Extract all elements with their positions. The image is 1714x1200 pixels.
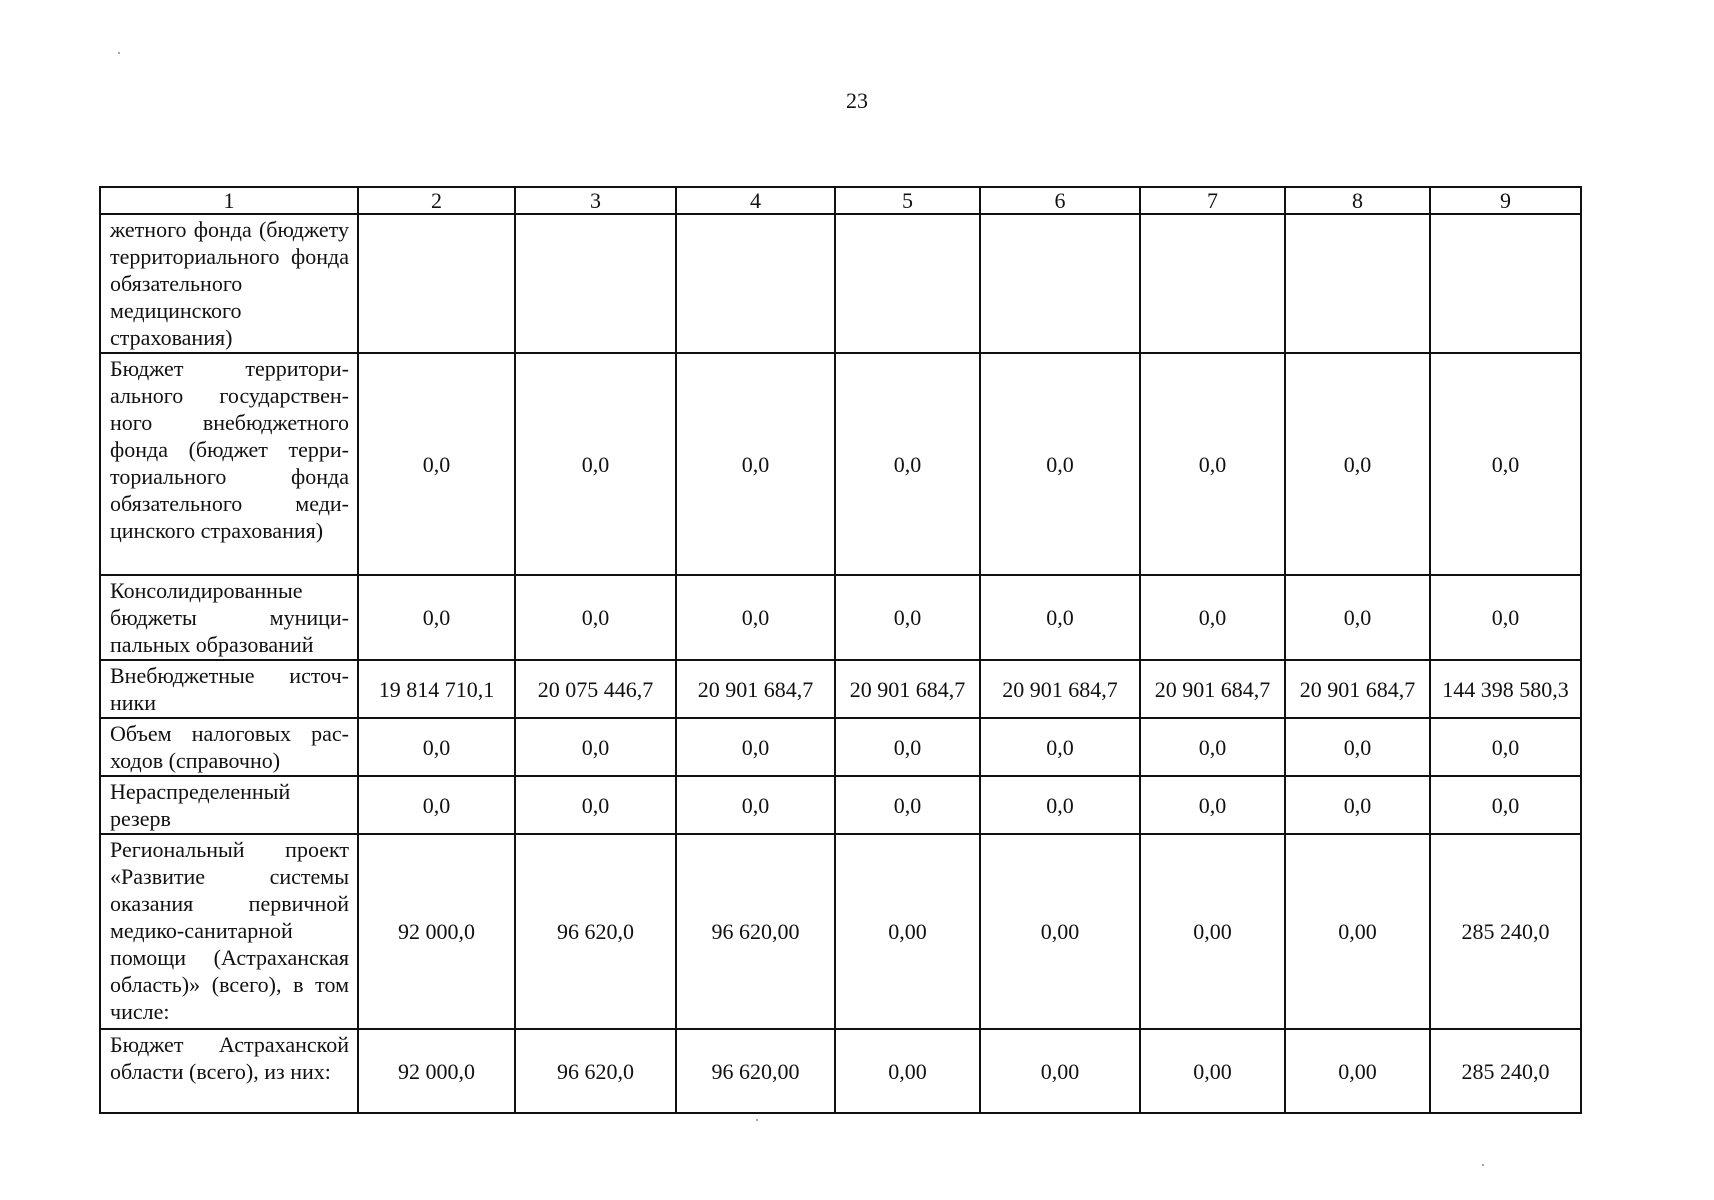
table-cell: 0,0 xyxy=(515,718,676,776)
table-cell: 96 620,00 xyxy=(676,834,835,1029)
row-label: Консолидированные бюджеты муниципальных образований xyxy=(100,575,358,660)
table-cell: 0,0 xyxy=(515,353,676,575)
row-label: Нераспределенный резерв xyxy=(100,776,358,834)
table-cell: 20 901 684,7 xyxy=(835,660,980,718)
table-cell: 0,0 xyxy=(1285,353,1430,575)
row-label: Бюджет территориального государственного внебюджетного фонда (бюджет территориального фонда обязательного медицинского страхования) xyxy=(100,353,358,575)
table-cell: 0,0 xyxy=(1430,776,1581,834)
column-header: 7 xyxy=(1140,187,1285,214)
table-cell: 0,00 xyxy=(1140,834,1285,1029)
table-row xyxy=(100,575,1581,660)
table-row xyxy=(100,834,1581,1029)
table-cell xyxy=(1140,214,1285,353)
table-cell: 285 240,0 xyxy=(1430,834,1581,1029)
table-cell: 0,0 xyxy=(1140,718,1285,776)
table-cell: 0,0 xyxy=(358,575,515,660)
table-cell: 0,0 xyxy=(980,718,1140,776)
table-cell: 0,0 xyxy=(1285,776,1430,834)
table-cell: 0,00 xyxy=(980,834,1140,1029)
table-cell: 20 901 684,7 xyxy=(1140,660,1285,718)
table-cell: 0,0 xyxy=(980,353,1140,575)
table-cell: 0,00 xyxy=(835,834,980,1029)
scan-speck xyxy=(118,52,120,54)
row-label: Внебюджетные источники xyxy=(100,660,358,718)
table-cell: 0,00 xyxy=(1285,1029,1430,1113)
table-row xyxy=(100,214,1581,353)
table-cell: 92 000,0 xyxy=(358,1029,515,1113)
table-cell: 96 620,00 xyxy=(676,1029,835,1113)
table-cell xyxy=(676,214,835,353)
scan-speck xyxy=(756,1119,758,1121)
table-cell: 0,0 xyxy=(1430,575,1581,660)
row-label: Бюджет Астраханской области (всего), из них: xyxy=(100,1029,358,1113)
table-cell xyxy=(1285,214,1430,353)
table-cell xyxy=(358,214,515,353)
table-cell: 0,0 xyxy=(515,776,676,834)
table-row xyxy=(100,660,1581,718)
column-header: 9 xyxy=(1430,187,1581,214)
table-cell: 20 075 446,7 xyxy=(515,660,676,718)
table-cell: 92 000,0 xyxy=(358,834,515,1029)
table-cell: 0,0 xyxy=(835,718,980,776)
table-cell xyxy=(515,214,676,353)
table-cell: 0,0 xyxy=(358,776,515,834)
table-cell: 0,0 xyxy=(1140,575,1285,660)
row-label: Объем налоговых расходов (справочно) xyxy=(100,718,358,776)
table-cell: 0,0 xyxy=(676,575,835,660)
table-cell: 0,0 xyxy=(515,575,676,660)
column-header: 2 xyxy=(358,187,515,214)
column-header: 8 xyxy=(1285,187,1430,214)
table-cell: 20 901 684,7 xyxy=(980,660,1140,718)
table-row xyxy=(100,718,1581,776)
table-cell: 0,00 xyxy=(1285,834,1430,1029)
table-cell xyxy=(980,214,1140,353)
scan-speck xyxy=(1482,1164,1484,1166)
table-cell: 0,0 xyxy=(980,776,1140,834)
column-header: 5 xyxy=(835,187,980,214)
table-cell: 285 240,0 xyxy=(1430,1029,1581,1113)
table-cell: 0,0 xyxy=(1285,575,1430,660)
table-cell: 144 398 580,3 xyxy=(1430,660,1581,718)
table-cell: 0,0 xyxy=(1430,718,1581,776)
table-cell: 20 901 684,7 xyxy=(676,660,835,718)
budget-table xyxy=(99,186,1582,1114)
table-cell: 0,0 xyxy=(676,718,835,776)
table-cell: 0,0 xyxy=(1285,718,1430,776)
column-header: 1 xyxy=(100,187,358,214)
table-cell: 0,00 xyxy=(835,1029,980,1113)
table-cell: 96 620,0 xyxy=(515,1029,676,1113)
table-cell: 0,0 xyxy=(676,353,835,575)
table-cell: 0,0 xyxy=(835,776,980,834)
table-cell: 96 620,0 xyxy=(515,834,676,1029)
table-cell: 20 901 684,7 xyxy=(1285,660,1430,718)
table-cell: 0,0 xyxy=(835,353,980,575)
column-header: 4 xyxy=(676,187,835,214)
row-label: Региональный проект «Развитие системы оказания первичной медико-санитарной помощи (Астраханская область)» (всего), в том числе: xyxy=(100,834,358,1029)
table-row xyxy=(100,1029,1581,1113)
column-header: 3 xyxy=(515,187,676,214)
table-cell: 0,00 xyxy=(980,1029,1140,1113)
table-cell: 0,0 xyxy=(676,776,835,834)
table-cell: 0,0 xyxy=(1140,353,1285,575)
table-row xyxy=(100,776,1581,834)
table-cell: 0,0 xyxy=(835,575,980,660)
table-cell: 0,0 xyxy=(358,353,515,575)
table-cell: 19 814 710,1 xyxy=(358,660,515,718)
table-row xyxy=(100,353,1581,575)
page-number: 23 xyxy=(846,88,868,113)
row-label: жетного фонда (бюджету территориального фонда обязательного медицинского страхования) xyxy=(100,214,358,353)
table-cell: 0,00 xyxy=(1140,1029,1285,1113)
table-cell: 0,0 xyxy=(1140,776,1285,834)
table-cell: 0,0 xyxy=(980,575,1140,660)
table-cell xyxy=(835,214,980,353)
column-number-row xyxy=(100,187,1581,214)
table-cell: 0,0 xyxy=(358,718,515,776)
table-cell: 0,0 xyxy=(1430,353,1581,575)
table-cell xyxy=(1430,214,1581,353)
column-header: 6 xyxy=(980,187,1140,214)
